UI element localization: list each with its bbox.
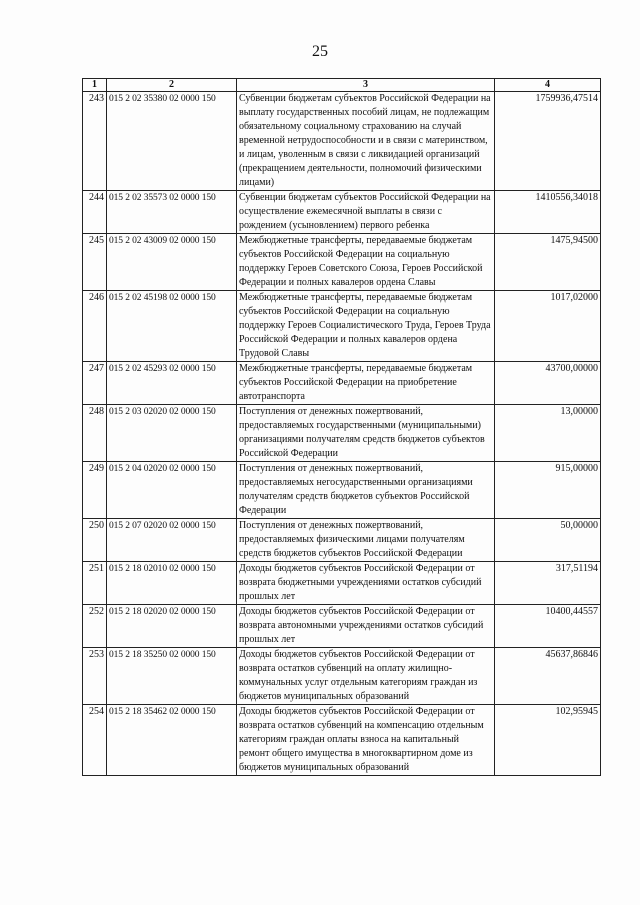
table-row [83, 362, 601, 405]
row-description: Доходы бюджетов субъектов Российской Федерации от возврата остатков субвенций на оплату жилищно-коммунальных услуг отдельным категориям граждан из бюджетов муниципальных образований [237, 648, 495, 705]
row-description: Доходы бюджетов субъектов Российской Федерации от возврата автономными учреждениями остатков субсидий прошлых лет [237, 605, 495, 648]
row-number: 244 [83, 191, 107, 234]
table-row [83, 291, 601, 362]
budget-table [82, 78, 601, 776]
row-description: Межбюджетные трансферты, передаваемые бюджетам субъектов Российской Федерации на социальную поддержку Героев Социалистического Труда, Героев Труда Российской Федерации и полных кавалеров ордена Трудовой Славы [237, 291, 495, 362]
budget-code: 015 2 02 43009 02 0000 150 [107, 234, 237, 291]
row-description: Доходы бюджетов субъектов Российской Федерации от возврата остатков субвенций на компенсацию отдельным категориям граждан оплаты взноса на капитальный ремонт общего имущества в многоквартирном доме из бюджетов муниципальных образований [237, 705, 495, 776]
budget-code: 015 2 02 45198 02 0000 150 [107, 291, 237, 362]
budget-code: 015 2 03 02020 02 0000 150 [107, 405, 237, 462]
row-description: Поступления от денежных пожертвований, предоставляемых негосударственными организациями получателям средств бюджетов субъектов Российской Федерации [237, 462, 495, 519]
row-number: 252 [83, 605, 107, 648]
table-row [83, 92, 601, 191]
table-row [83, 562, 601, 605]
table-row [83, 648, 601, 705]
row-amount: 50,00000 [495, 519, 601, 562]
column-header-3: 3 [237, 79, 495, 92]
budget-code: 015 2 02 35380 02 0000 150 [107, 92, 237, 191]
row-amount: 915,00000 [495, 462, 601, 519]
row-amount: 1017,02000 [495, 291, 601, 362]
table-row [83, 605, 601, 648]
row-description: Поступления от денежных пожертвований, предоставляемых государственными (муниципальными) организациями получателям средств бюджетов субъектов Российской Федерации [237, 405, 495, 462]
row-amount: 45637,86846 [495, 648, 601, 705]
row-amount: 1759936,47514 [495, 92, 601, 191]
budget-code: 015 2 18 35250 02 0000 150 [107, 648, 237, 705]
row-amount: 1410556,34018 [495, 191, 601, 234]
column-header-1: 1 [83, 79, 107, 92]
budget-code: 015 2 18 02020 02 0000 150 [107, 605, 237, 648]
column-header-2: 2 [107, 79, 237, 92]
row-number: 247 [83, 362, 107, 405]
column-header-4: 4 [495, 79, 601, 92]
budget-code: 015 2 02 45293 02 0000 150 [107, 362, 237, 405]
row-description: Субвенции бюджетам субъектов Российской Федерации на выплату государственных пособий лицам, не подлежащим обязательному социальному страхованию на случай временной нетрудоспособности и в связи с материнством, и лицам, уволенным в связи с ликвидацией организаций (прекращением деятельности, полномочий физическими лицами) [237, 92, 495, 191]
row-number: 250 [83, 519, 107, 562]
row-number: 254 [83, 705, 107, 776]
page-number: 25 [312, 43, 328, 60]
table-row [83, 462, 601, 519]
row-description: Межбюджетные трансферты, передаваемые бюджетам субъектов Российской Федерации на социальную поддержку Героев Советского Союза, Героев Российской Федерации и полных кавалеров ордена Славы [237, 234, 495, 291]
row-description: Поступления от денежных пожертвований, предоставляемых физическими лицами получателям средств бюджетов субъектов Российской Федерации [237, 519, 495, 562]
row-number: 248 [83, 405, 107, 462]
row-description: Межбюджетные трансферты, передаваемые бюджетам субъектов Российской Федерации на приобретение автотранспорта [237, 362, 495, 405]
table-row [83, 191, 601, 234]
table-row [83, 234, 601, 291]
row-description: Доходы бюджетов субъектов Российской Федерации от возврата бюджетными учреждениями остатков субсидий прошлых лет [237, 562, 495, 605]
budget-code: 015 2 07 02020 02 0000 150 [107, 519, 237, 562]
table-row [83, 519, 601, 562]
row-amount: 102,95945 [495, 705, 601, 776]
table-row [83, 405, 601, 462]
budget-code: 015 2 18 02010 02 0000 150 [107, 562, 237, 605]
budget-code: 015 2 18 35462 02 0000 150 [107, 705, 237, 776]
row-number: 249 [83, 462, 107, 519]
budget-code: 015 2 02 35573 02 0000 150 [107, 191, 237, 234]
row-amount: 13,00000 [495, 405, 601, 462]
row-number: 243 [83, 92, 107, 191]
table-row [83, 705, 601, 776]
budget-code: 015 2 04 02020 02 0000 150 [107, 462, 237, 519]
row-amount: 43700,00000 [495, 362, 601, 405]
row-amount: 317,51194 [495, 562, 601, 605]
row-number: 253 [83, 648, 107, 705]
row-number: 251 [83, 562, 107, 605]
row-number: 245 [83, 234, 107, 291]
table-header-row [83, 79, 601, 92]
row-amount: 1475,94500 [495, 234, 601, 291]
row-number: 246 [83, 291, 107, 362]
row-description: Субвенции бюджетам субъектов Российской Федерации на осуществление ежемесячной выплаты в связи с рождением (усыновлением) первого ребенка [237, 191, 495, 234]
row-amount: 10400,44557 [495, 605, 601, 648]
